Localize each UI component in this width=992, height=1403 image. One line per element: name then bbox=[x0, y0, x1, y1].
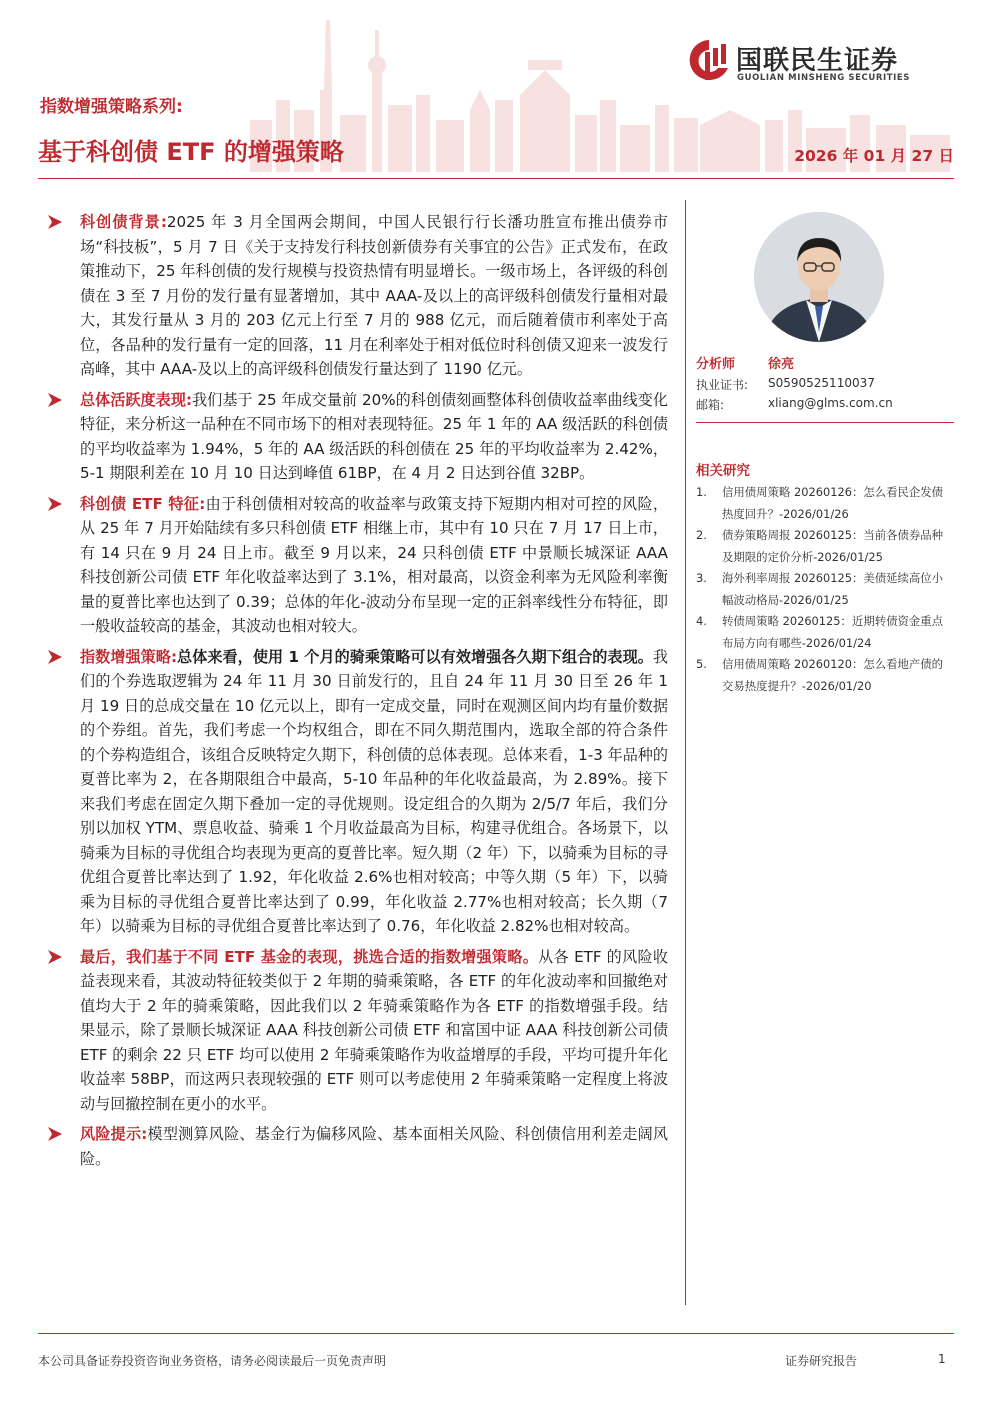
point-text: 由于科创债相对较高的收益率与政策支持下短期内相对可控的风险，从 25 年 7 月开始陆续有多只科创债 ETF 相继上市，其中有 10 只在 7 月 17 日上市，有 14 只在 9 月 24 日上市。截至 9 月以来，24 只科创债 ETF 中景顺长城深证 AAA 科技创新公司债 ETF 年化收益率达到了 3.1%，相对最高，以资金利率为无风险利率衡量的夏普比率也达到了 0.39；总体的年化-波动分布呈现一定的正斜率线性分布特征，即一般收益较高的基金，其波动也相对较大。 bbox=[80, 494, 668, 635]
summary-point bbox=[48, 645, 668, 939]
summary-body bbox=[48, 210, 668, 1177]
point-text: 模型测算风险、基金行为偏移风险、基本面相关风险、科创债信用利差走阔风险。 bbox=[80, 1125, 668, 1168]
arrow-bullet-icon bbox=[48, 950, 62, 964]
email-label: 邮箱: bbox=[696, 398, 725, 412]
related-item-number: 1. bbox=[696, 485, 707, 499]
arrow-bullet-icon bbox=[48, 650, 62, 664]
related-item-text: 海外利率周报 20260125：美债延续高位小幅波动格局-2026/01/25 bbox=[722, 571, 944, 607]
related-item-number: 5. bbox=[696, 657, 707, 671]
point-lead: 指数增强策略: bbox=[80, 647, 177, 666]
footer-disclaimer: 本公司具备证券投资咨询业务资格，请务必阅读最后一页免责声明 bbox=[38, 1354, 387, 1368]
footer-report-type: 证券研究报告 bbox=[785, 1354, 858, 1368]
cert-number: S0590525110037 bbox=[768, 376, 875, 390]
report-title: 基于科创债 ETF 的增强策略 bbox=[38, 138, 344, 166]
brand-mark-icon bbox=[688, 38, 730, 84]
sidebar-divider bbox=[696, 422, 954, 423]
analyst-portrait-image bbox=[754, 212, 884, 342]
related-item-text: 信用债周策略 20260126：怎么看民企发债热度回升？-2026/01/26 bbox=[722, 485, 944, 521]
summary-point bbox=[48, 388, 668, 486]
related-item[interactable] bbox=[696, 482, 954, 525]
company-logo bbox=[688, 38, 968, 88]
arrow-bullet-icon bbox=[48, 1127, 62, 1141]
footer-divider bbox=[38, 1333, 954, 1334]
analyst-role: 分析师 bbox=[696, 357, 736, 372]
cert-label: 执业证书: bbox=[696, 378, 749, 392]
report-header bbox=[0, 0, 992, 180]
related-item-text: 转债周策略 20260125：近期转债资金重点布局方向有哪些-2026/01/24 bbox=[722, 614, 944, 650]
brand-name-cn: 国联民生证券 bbox=[736, 46, 899, 76]
point-text: 2025 年 3 月全国两会期间，中国人民银行行长潘功胜宣布推出债券市场“科技板”，5 月 7 日《关于支持发行科技创新债券有关事宜的公告》正式发布，在政策推动下，25 年科创债的发行规模与投资热情有明显增长。一级市场上，各评级的科创债在 3 至 7 月份的发行量有显著增加，其中 AAA-及以上的高评级科创债发行量相对最大，其发行量从 3 月的 203 亿元上行至 7 月的 988 亿元，而后随着债市利率处于高位，各品种的发行量有一定的回落，11 月在利率处于相对低位时科创债又迎来一波发行高峰，其中 AAA-及以上的高评级科创债发行量达到了 1190 亿元。 bbox=[80, 213, 668, 378]
related-item-number: 2. bbox=[696, 528, 707, 542]
point-lead: 科创债 ETF 特征: bbox=[80, 494, 206, 513]
point-bold: 总体来看，使用 1 个月的骑乘策略可以有效增强各久期下组合的表现。 bbox=[176, 647, 653, 666]
analyst-name: 徐亮 bbox=[768, 357, 795, 372]
related-item[interactable] bbox=[696, 568, 954, 611]
related-item-number: 4. bbox=[696, 614, 707, 628]
page-number: 1 bbox=[938, 1352, 946, 1366]
point-lead: 总体活跃度表现: bbox=[80, 390, 192, 409]
summary-point bbox=[48, 492, 668, 639]
related-item-text: 信用债周策略 20260120：怎么看地产债的交易热度提升？-2026/01/20 bbox=[722, 657, 944, 693]
brand-name-en: GUOLIAN MINSHENG SECURITIES bbox=[737, 73, 911, 83]
arrow-bullet-icon bbox=[48, 215, 62, 229]
related-item[interactable] bbox=[696, 525, 954, 568]
analyst-email[interactable]: xliang@glms.com.cn bbox=[768, 396, 893, 410]
summary-point bbox=[48, 1122, 668, 1171]
point-lead: 风险提示: bbox=[80, 1125, 148, 1143]
related-research-title: 相关研究 bbox=[696, 463, 750, 479]
arrow-bullet-icon bbox=[48, 393, 62, 407]
column-divider bbox=[685, 200, 686, 1305]
summary-point bbox=[48, 210, 668, 382]
summary-point bbox=[48, 945, 668, 1117]
point-text: 我们的个券选取逻辑为 24 年 11 月 30 日前发行的，且自 24 年 11 月 30 日至 26 年 1 月 19 日的总成交量在 10 亿元以上，即有一定成交量，同时在观测区间内均有量价数据的个券组。首先，我们考虑一个均权组合，即在不同久期范围内，选取全部的符合条件的个券构造组合，该组合反映特定久期下，科创债的总体表现。总体来看，1-3 年品种的夏普比率为 2，在各期限组合中最高，5-10 年品种的年化收益最高，为 2.89%。接下来我们考虑在固定久期下叠加一定的寻优规则。设定组合的久期为 2/5/7 年后，我们分别以加权 YTM、票息收益、骑乘 1 个月收益最高为目标，构建寻优组合。各场景下，以骑乘为目标的寻优组合均表现为更高的夏普比率。短久期（2 年）下，以骑乘为目标的寻优组合夏普比率达到了 1.92，年化收益 2.6%也相对较高；中等久期（5 年）下，以骑乘为目标的寻优组合夏普比率达到了 0.99，年化收益 2.77%也相对较高；长久期（7 年）以骑乘为目标的寻优组合夏普比率达到了 0.76，年化收益 2.82%也相对较高。 bbox=[80, 647, 668, 935]
related-item-text: 债券策略周报 20260125：当前各债券品种及期限的定价分析-2026/01/25 bbox=[722, 528, 944, 564]
report-date: 2026 年 01 月 27 日 bbox=[794, 147, 954, 165]
header-divider bbox=[38, 178, 954, 179]
point-text: 我们基于 25 年成交量前 20%的科创债刻画整体科创债收益率曲线变化特征，来分析这一品种在不同市场下的相对表现特征。25 年 1 年的 AA 级活跃的科创债的平均收益率为 1.94%，5 年的 AA 级活跃的科创债在 25 年的平均收益率为 2.42%，5-1 期限利差在 10 月 10 日达到峰值 61BP，在 4 月 2 日达到谷值 32BP。 bbox=[80, 390, 668, 482]
report-series: 指数增强策略系列: bbox=[40, 97, 183, 117]
related-item[interactable] bbox=[696, 654, 954, 697]
point-lead: 最后，我们基于不同 ETF 基金的表现，挑选合适的指数增强策略。 bbox=[80, 947, 539, 966]
analyst-photo bbox=[754, 212, 884, 342]
related-research-list bbox=[696, 482, 954, 697]
point-lead: 科创债背景: bbox=[80, 213, 167, 231]
related-item[interactable] bbox=[696, 611, 954, 654]
point-text: 从各 ETF 的风险收益表现来看，其波动特征较类似于 2 年期的骑乘策略，各 ETF 的年化波动率和回撤绝对值均大于 2 年的骑乘策略，因此我们以 2 年骑乘策略作为各 ETF 的指数增强手段。结果显示，除了景顺长城深证 AAA 科技创新公司债 ETF 和富国中证 AAA 科技创新公司债 ETF 的剩余 22 只 ETF 均可以使用 2 年骑乘策略作为收益增厚的手段，平均可提升年化收益率 58BP，而这两只表现较强的 ETF 则可以考虑使用 2 年骑乘策略一定程度上将波动与回撤控制在更小的水平。 bbox=[80, 947, 668, 1113]
related-item-number: 3. bbox=[696, 571, 707, 585]
arrow-bullet-icon bbox=[48, 497, 62, 511]
